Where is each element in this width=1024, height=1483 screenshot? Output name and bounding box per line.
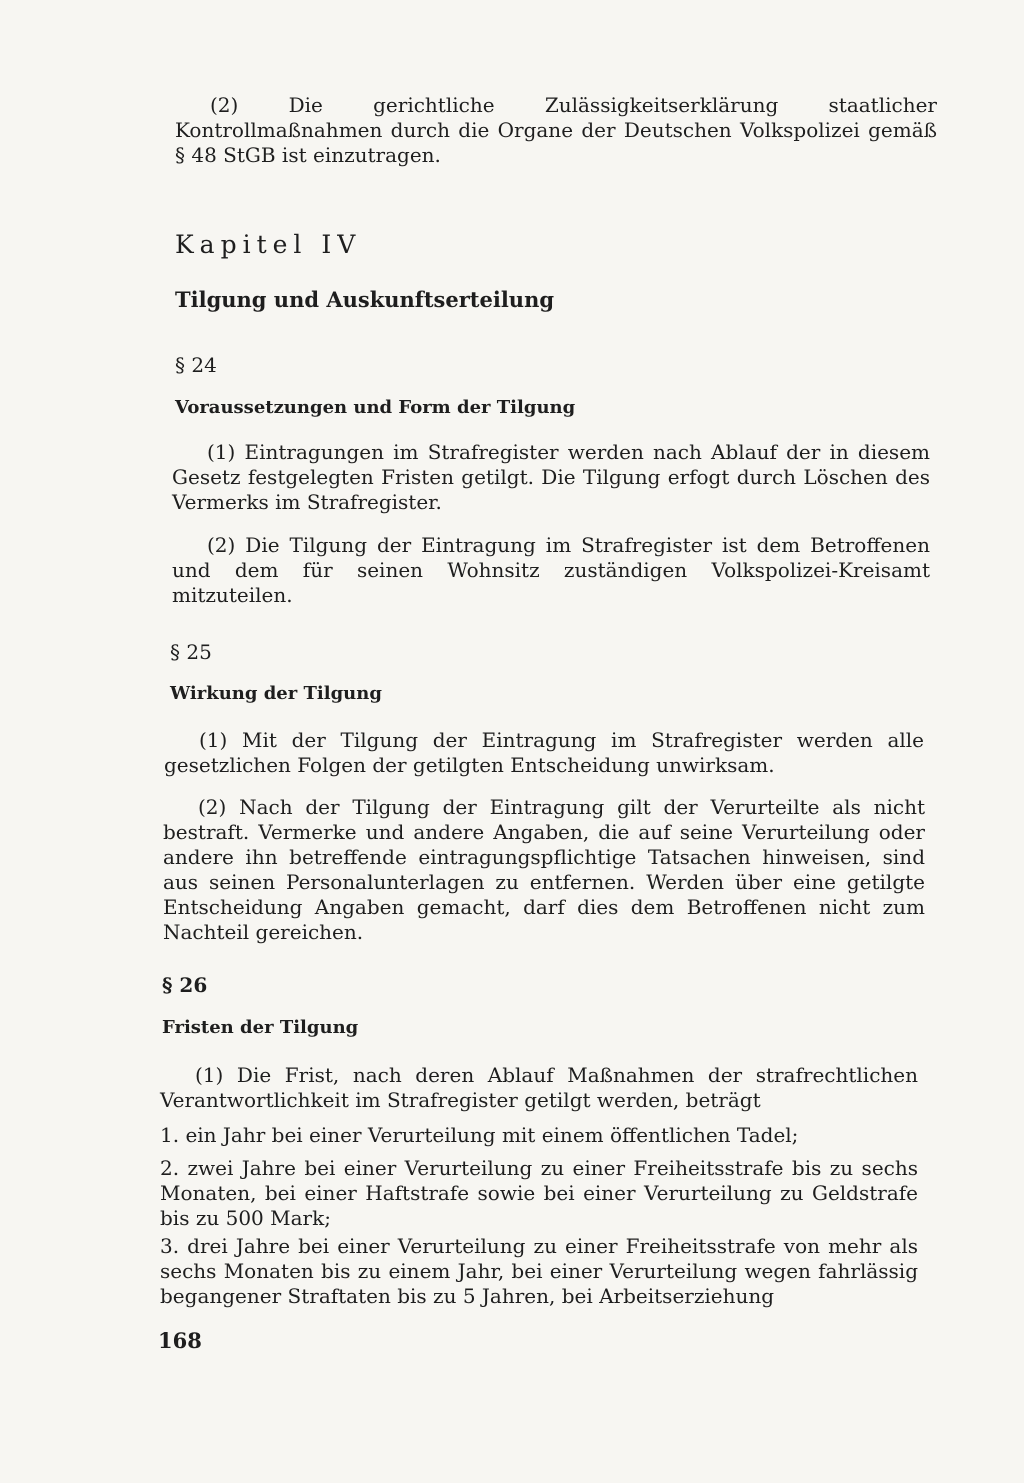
intro-paragraph-2: (2) Die gerichtliche Zulässigkeitserklärung staatlicher Kontrollmaßnahmen durch die Organe der Deutschen Volkspolizei gemäß § 48 StGB ist einzutragen. <box>175 93 937 167</box>
section-26-item-3-block <box>160 1234 918 1309</box>
section-26-item-3: 3. drei Jahre bei einer Verurteilung zu einer Freiheitsstrafe von mehr als sechs Monaten bis zu einem Jahr, bei einer Verurteilung wegen fahrlässig begangener Straftaten bis zu 5 Jahren, bei Arbeitserziehung <box>160 1234 918 1308</box>
section-25-title: Wirkung der Tilgung <box>170 683 382 704</box>
page-number-block <box>158 1328 202 1353</box>
section-24-number: § 24 <box>175 353 217 377</box>
section-26-paragraph-1: (1) Die Frist, nach deren Ablauf Maßnahmen der strafrechtlichen Verantwortlichkeit im Strafregister getilgt werden, beträgt <box>160 1063 918 1112</box>
section-26-item-1: 1. ein Jahr bei einer Verurteilung mit einem öffentlichen Tadel; <box>160 1123 799 1147</box>
section-24-title-block <box>175 397 575 418</box>
page-number: 168 <box>158 1328 202 1353</box>
section-25-number: § 25 <box>170 640 212 664</box>
chapter-title: Tilgung und Auskunftserteilung <box>175 287 555 312</box>
chapter-label-block <box>175 230 361 259</box>
section-24-paragraph-1: (1) Eintragungen im Strafregister werden nach Ablauf der in diesem Gesetz festgelegten Fristen getilgt. Die Tilgung erfogt durch Löschen des Vermerks im Strafregister. <box>172 440 930 514</box>
section-24-number-block <box>175 353 217 377</box>
section-26-item-2-block <box>160 1156 918 1231</box>
section-26-item-2: 2. zwei Jahre bei einer Verurteilung zu einer Freiheitsstrafe bis zu sechs Monaten, bei einer Haftstrafe sowie bei einer Verurteilung zu Geldstrafe bis zu 500 Mark; <box>160 1156 918 1230</box>
intro-paragraph <box>175 93 937 168</box>
section-24-title: Voraussetzungen und Form der Tilgung <box>175 397 576 418</box>
section-26-title: Fristen der Tilgung <box>162 1017 359 1038</box>
section-24-paragraph-1-block <box>172 440 930 515</box>
section-25-title-block <box>170 683 382 704</box>
section-25-paragraph-2-block <box>163 795 925 945</box>
section-25-paragraph-1-block <box>164 728 924 778</box>
section-26-item-1-block <box>160 1123 918 1148</box>
section-25-paragraph-2: (2) Nach der Tilgung der Eintragung gilt der Verurteilte als nicht bestraft. Vermerke und andere Angaben, die auf seine Verurteilung oder andere ihn betreffende eintragungspflichtige Tatsachen hinweisen, sind aus seinen Personalunterlagen zu entfernen. Werden über eine getilgte Entscheidung Angaben gemacht, darf dies dem Betroffenen nicht zum Nachteil gereichen. <box>163 795 925 944</box>
section-24-paragraph-2-block <box>172 533 930 608</box>
chapter-label: Kapitel IV <box>175 230 362 259</box>
section-26-number: § 26 <box>162 973 208 997</box>
chapter-title-block <box>175 287 554 312</box>
section-26-number-block <box>162 973 207 997</box>
section-26-title-block <box>162 1017 358 1038</box>
section-25-paragraph-1: (1) Mit der Tilgung der Eintragung im Strafregister werden alle gesetzlichen Folgen der getilgten Entscheidung unwirksam. <box>164 728 924 777</box>
section-25-number-block <box>170 640 212 664</box>
section-24-paragraph-2: (2) Die Tilgung der Eintragung im Strafregister ist dem Betroffenen und dem für seinen Wohnsitz zuständigen Volkspolizei-Kreisamt mitzuteilen. <box>172 533 930 607</box>
section-26-paragraph-1-block <box>160 1063 918 1113</box>
